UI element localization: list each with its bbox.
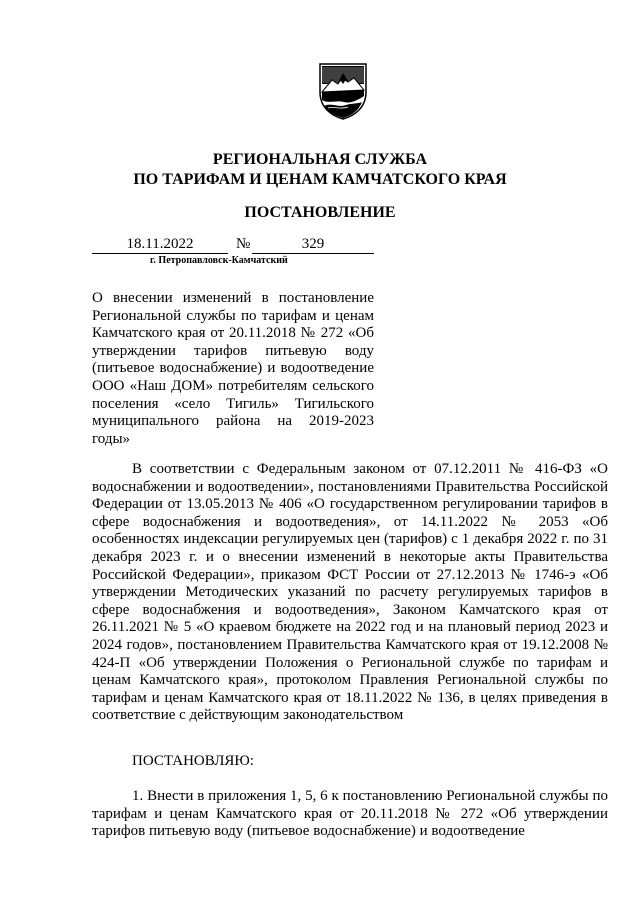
kamchatka-emblem-icon: [318, 62, 368, 120]
document-subject: О внесении изменений в постановление Региональной службы по тарифам и ценам Камчатского края от 20.11.2018 № 272 «Об утверждении тарифов питьевую воду (питьевое водоснабжение) и водоотведение ООО «Наш ДОМ» потребителям сельского поселения «село Тигиль» Тигильского муниципального района на 2019-2023 годы»: [92, 290, 374, 447]
item-1-paragraph: 1. Внести в приложения 1, 5, 6 к постановлению Региональной службы по тарифам и ценам Камчатского края от 20.11.2018 № 272 «Об утверждении тарифов питьевую воду (питьевое водоснабжение) и водоотведение: [92, 788, 608, 840]
preamble-paragraph: В соответствии с Федеральным законом от 07.12.2011 № 416-ФЗ «О водоснабжении и водоотведении», постановлениями Правительства Российской Федерации от 13.05.2013 № 406 «О государственном регулировании тарифов в сфере водоснабжения и водоотведения», от 14.11.2022 № 2053 «Об особенностях индексации регулируемых цен (тарифов) с 1 декабря 2022 г. по 31 декабря 2023 г. и о внесении изменений в некоторые акты Правительства Российской Федерации», приказом ФСТ России от 27.12.2013 № 1746-э «Об утверждении Методических указаний по расчету регулируемых тарифов в сфере водоснабжения и водоотведения», Законом Камчатского края от 26.11.2021 № 5 «О краевом бюджете на 2022 год и на плановый период 2023 и 2024 годов», постановлением Правительства Камчатского края от 19.12.2008 № 424-П «Об утверждении Положения о Региональной службе по тарифам и ценам Камчатского края», протоколом Правления Региональной службы по тарифам и ценам Камчатского края от 18.11.2022 № 136, в целях приведения в соответствие с действующим законодательством: [92, 461, 608, 724]
agency-name-line1: РЕГИОНАЛЬНАЯ СЛУЖБА: [212, 151, 428, 168]
number-sign: №: [236, 236, 251, 252]
document-date: 18.11.2022: [92, 236, 228, 254]
decree-word: ПОСТАНОВЛЯЮ:: [132, 753, 254, 769]
document-number: 329: [252, 236, 374, 254]
document-type: ПОСТАНОВЛЕНИЕ: [244, 204, 396, 221]
document-city: г. Петропавловск-Камчатский: [150, 255, 288, 266]
agency-name-line2: ПО ТАРИФАМ И ЦЕНАМ КАМЧАТСКОГО КРАЯ: [133, 171, 507, 188]
